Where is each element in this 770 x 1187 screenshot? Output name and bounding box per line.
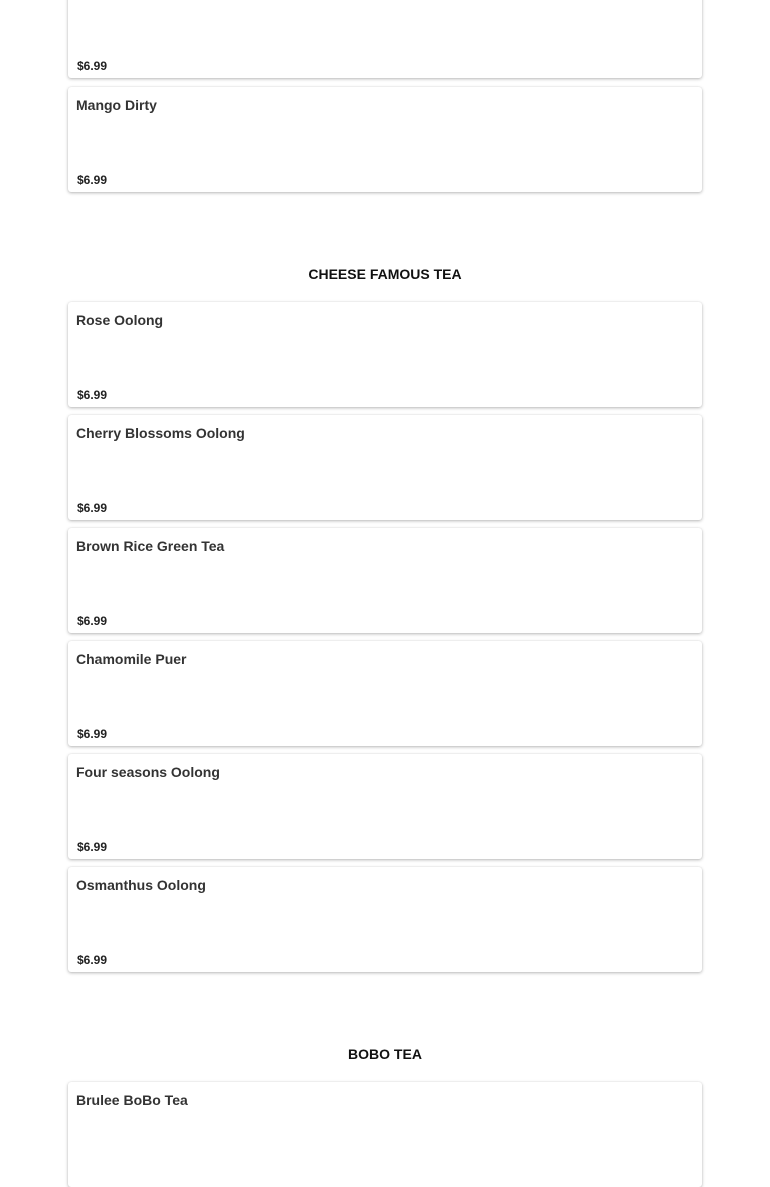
menu-item-name: Chamomile Puer [76,651,187,667]
menu-item-card[interactable] [68,302,702,407]
menu-item-card[interactable] [68,867,702,972]
menu-item-price: $6.99 [77,840,108,854]
menu-item-price: $6.99 [77,173,108,187]
menu-item-card[interactable] [68,641,702,746]
menu-item-name: Osmanthus Oolong [76,877,206,893]
menu-item-name: Rose Oolong [76,312,164,328]
menu-item-name: Mango Dirty [76,97,157,113]
menu-item-name: Four seasons Oolong [76,764,220,780]
menu-item-card[interactable] [68,87,702,192]
menu-item-price: $6.99 [77,501,108,515]
menu-item-price: $6.99 [77,388,108,402]
menu-item-card[interactable] [68,0,702,78]
menu-item-name: Brulee BoBo Tea [76,1092,188,1108]
menu-item-price: $6.99 [77,614,108,628]
menu-item-price: $6.99 [77,59,108,73]
menu-item-card[interactable] [68,528,702,633]
menu-item-card[interactable] [68,1082,702,1187]
menu-item-card[interactable] [68,415,702,520]
menu-item-name: Brown Rice Green Tea [76,538,225,554]
section-title: BOBO TEA [348,1046,422,1062]
menu-item-price: $6.99 [77,727,108,741]
section-title: CHEESE FAMOUS TEA [308,266,462,282]
menu-item-name: Cherry Blossoms Oolong [76,425,245,441]
menu-item-price: $6.99 [77,953,108,967]
menu-item-card[interactable] [68,754,702,859]
